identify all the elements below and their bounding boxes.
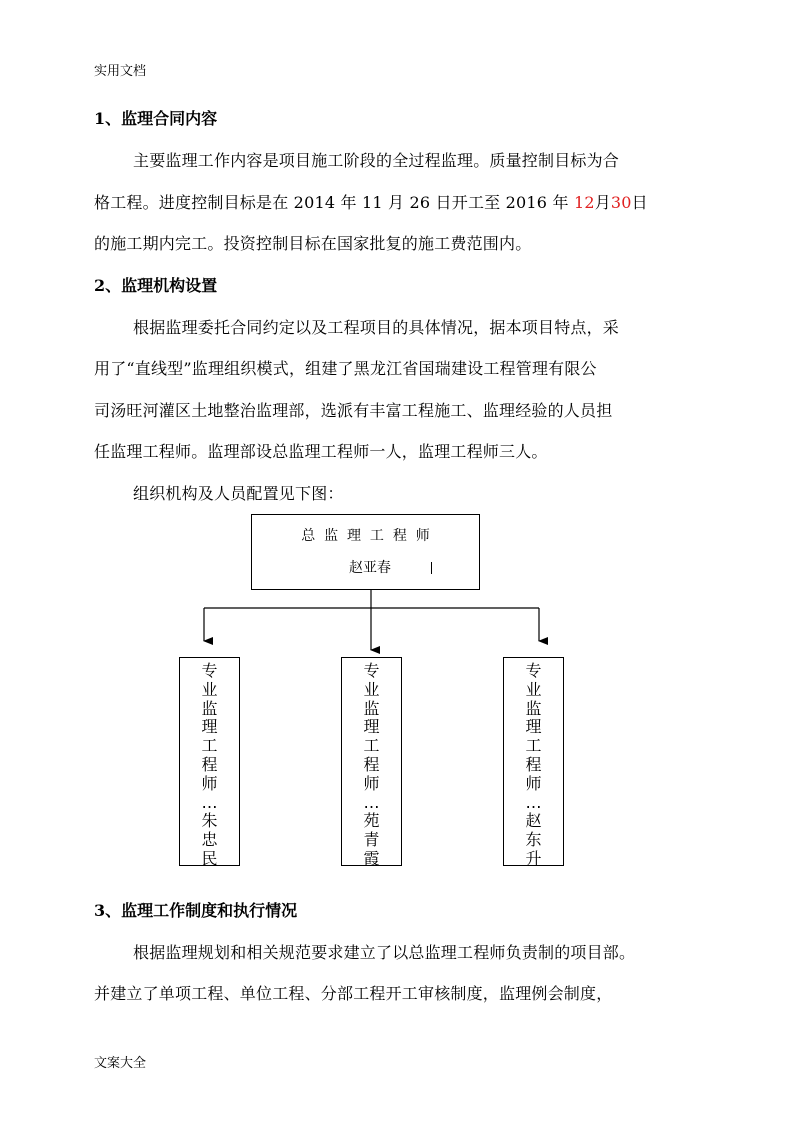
member-3-text: 专 业 监 理 工 程 师 … 赵 东 升 [525,661,542,868]
section-3-line-1: 根据监理规划和相关规范要求建立了以总监理工程师负责制的项目部。 [133,943,636,962]
section-1-line-1: 主要监理工作内容是项目施工阶段的全过程监理。质量控制目标为合 [133,151,620,170]
chief-engineer-name: 赵亚春 [349,560,391,576]
section-2-line-3: 司汤旺河灌区土地整治监理部，选派有丰富工程施工、监理经验的人员担 [94,401,613,420]
member-1-text: 专 业 监 理 工 程 师 … 朱 忠 民 [201,661,218,868]
member-box-1 [179,657,240,866]
chief-engineer-title: 总 监 理 工 程 师 [301,528,430,544]
section-2-title: 2、监理机构设置 [94,276,218,295]
section-1-line-3: 的施工期内完工。投资控制目标在国家批复的施工费范围内。 [94,234,532,253]
red-day: 30 [610,193,632,212]
page-footer: 文案大全 [94,1056,147,1071]
chief-engineer-box [251,514,480,590]
page-header: 实用文档 [94,64,147,79]
text-cursor [431,562,432,574]
member-box-2 [341,657,402,866]
section-2-line-1: 根据监理委托合同约定以及工程项目的具体情况，据本项目特点，采 [133,318,620,337]
section-1-line-2: 格工程。进度控制目标是在 2014 年 11 月 26 日开工至 2016 年 12月30日 [94,193,648,212]
section-2-line-5: 组织机构及人员配置见下图： [133,484,344,503]
member-box-3 [503,657,564,866]
section-3-line-2: 并建立了单项工程、单位工程、分部工程开工审核制度，监理例会制度， [94,984,613,1003]
section-2-line-4: 任监理工程师。监理部设总监理工程师一人，监理工程师三人。 [94,442,548,461]
section-3-title: 3、监理工作制度和执行情况 [94,901,298,920]
section-2-line-2: 用了“直线型”监理组织模式，组建了黑龙江省国瑞建设工程管理有限公 [94,359,597,378]
section-1-title: 1、监理合同内容 [94,109,218,128]
member-2-text: 专 业 监 理 工 程 师 … 苑 青 霞 [363,661,380,868]
red-month: 12 [573,193,595,212]
